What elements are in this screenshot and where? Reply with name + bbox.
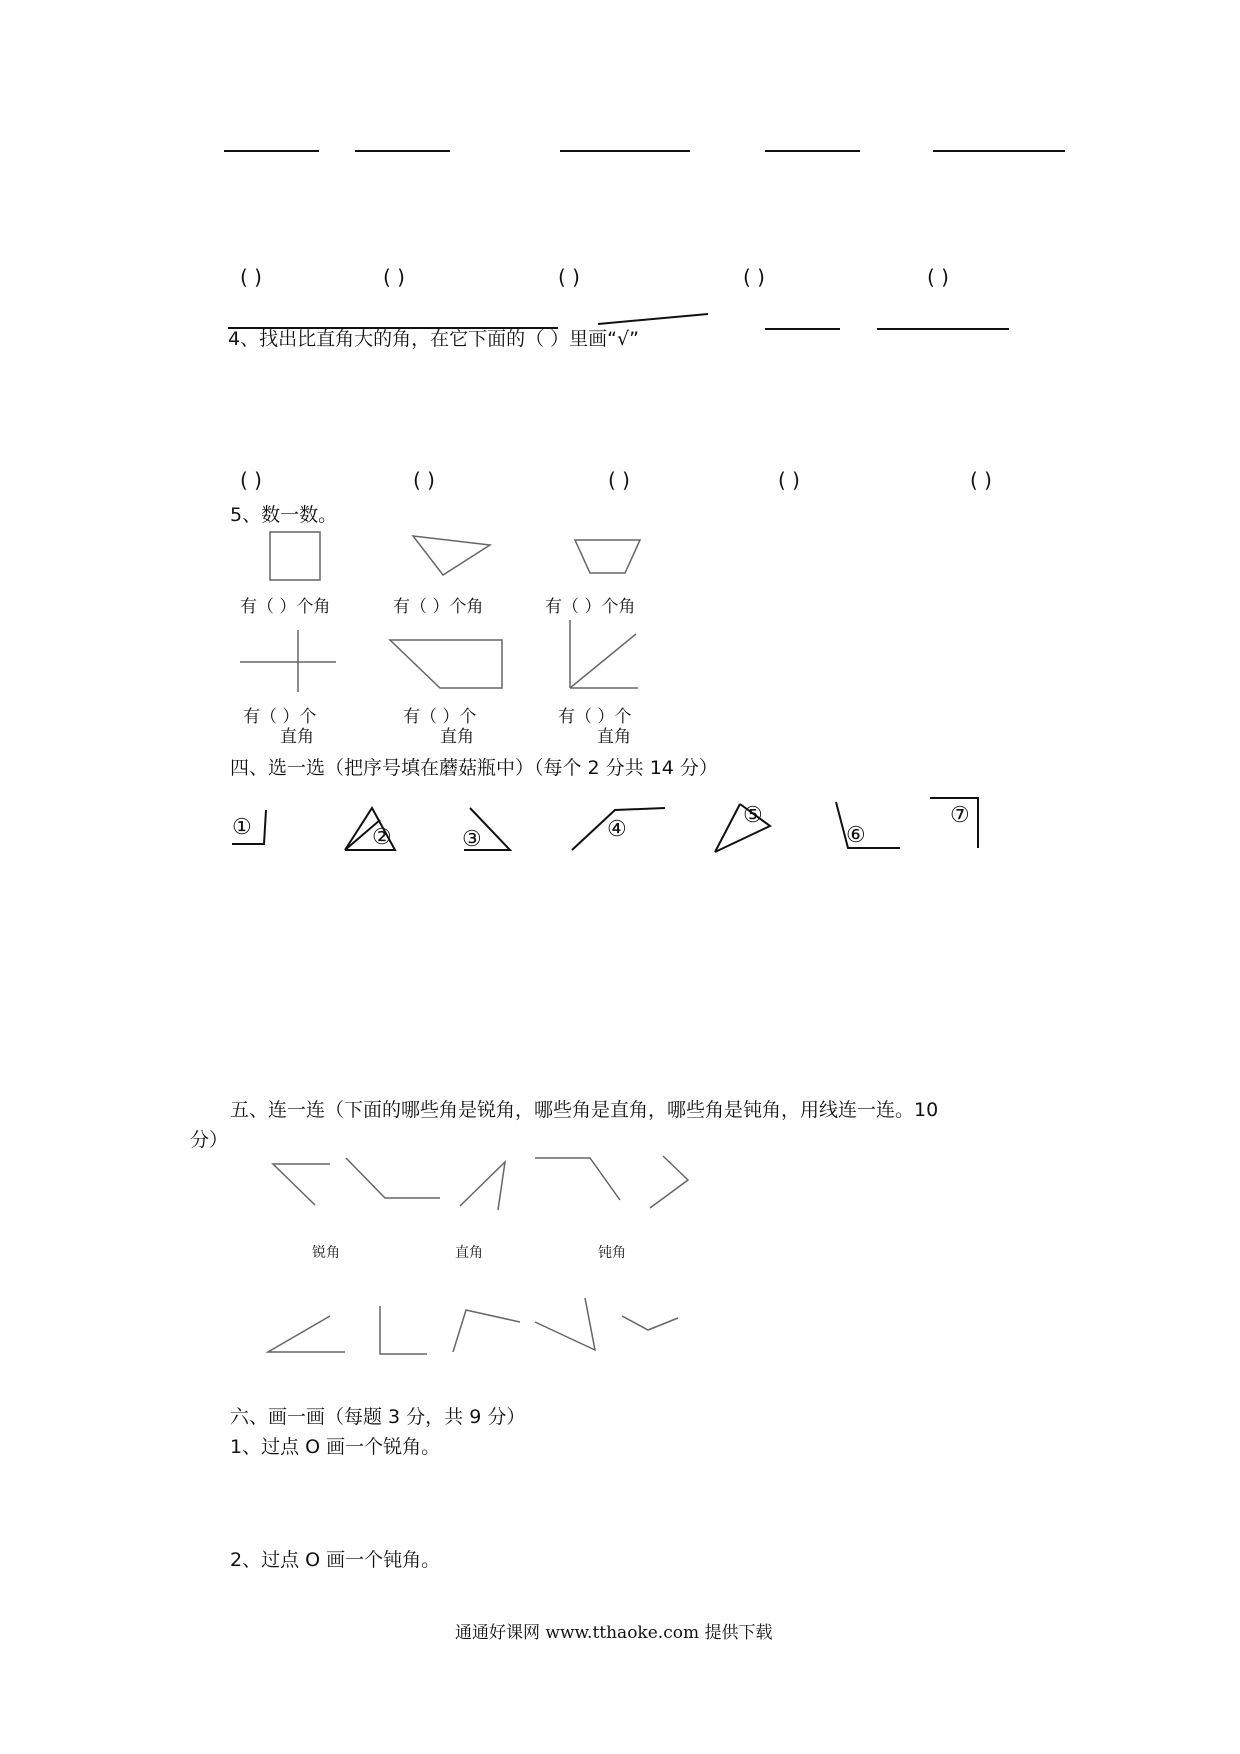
q5-label-3: 有（ ）个角 xyxy=(545,597,636,617)
sec4-num-4: ④ xyxy=(607,817,627,842)
sec4-num-5: ⑤ xyxy=(743,803,763,828)
q4-paren-4[interactable]: ( ) xyxy=(778,468,800,492)
q3-paren-3[interactable]: ( ) xyxy=(558,265,580,289)
q4-paren-2[interactable]: ( ) xyxy=(413,468,435,492)
q5-sublabel-1: 直角 xyxy=(280,727,314,747)
q3-paren-5[interactable]: ( ) xyxy=(927,265,949,289)
sec5-category-obtuse: 钝角 xyxy=(598,1245,626,1261)
q5-sublabel-2: 直角 xyxy=(440,727,474,747)
q5-sublabel-3: 直角 xyxy=(597,727,631,747)
q3-paren-2[interactable]: ( ) xyxy=(383,265,405,289)
q5-title: 5、数一数。 xyxy=(230,504,338,526)
q5-label-6: 有（ ）个 xyxy=(558,707,632,727)
sec4-num-6: ⑥ xyxy=(846,823,866,848)
sec4-num-3: ③ xyxy=(462,827,482,852)
q5-label-1: 有（ ）个角 xyxy=(240,597,331,617)
q3-paren-4[interactable]: ( ) xyxy=(743,265,765,289)
sec5-title: 五、连一连（下面的哪些角是锐角，哪些角是直角，哪些角是钝角，用线连一连。10 xyxy=(230,1099,939,1121)
q4-paren-3[interactable]: ( ) xyxy=(608,468,630,492)
q3-paren-1[interactable]: ( ) xyxy=(240,265,262,289)
sec6-q2: 2、过点 O 画一个钝角。 xyxy=(230,1549,441,1571)
sec6-title: 六、画一画（每题 3 分，共 9 分） xyxy=(230,1406,526,1428)
q5-label-2: 有（ ）个角 xyxy=(393,597,484,617)
page-footer: 通通好课网 www.tthaoke.com 提供下载 xyxy=(455,1623,773,1643)
sec5-category-right: 直角 xyxy=(455,1245,483,1261)
sec6-q1: 1、过点 O 画一个锐角。 xyxy=(230,1436,441,1458)
sec4-title: 四、选一选（把序号填在蘑菇瓶中）（每个 2 分共 14 分） xyxy=(230,757,718,779)
sec5-category-acute: 锐角 xyxy=(312,1245,340,1261)
sec5-title-cont: 分） xyxy=(190,1129,229,1151)
q4-text: 4、找出比直角大的角，在它下面的（ ）里画“√” xyxy=(228,328,639,350)
sec4-num-7: ⑦ xyxy=(950,803,970,828)
sec4-num-1: ① xyxy=(232,815,252,840)
q4-paren-1[interactable]: ( ) xyxy=(240,468,262,492)
q5-label-5: 有（ ）个 xyxy=(403,707,477,727)
q4-paren-5[interactable]: ( ) xyxy=(970,468,992,492)
sec4-num-2: ② xyxy=(372,825,392,850)
q5-label-4: 有（ ）个 xyxy=(243,707,317,727)
